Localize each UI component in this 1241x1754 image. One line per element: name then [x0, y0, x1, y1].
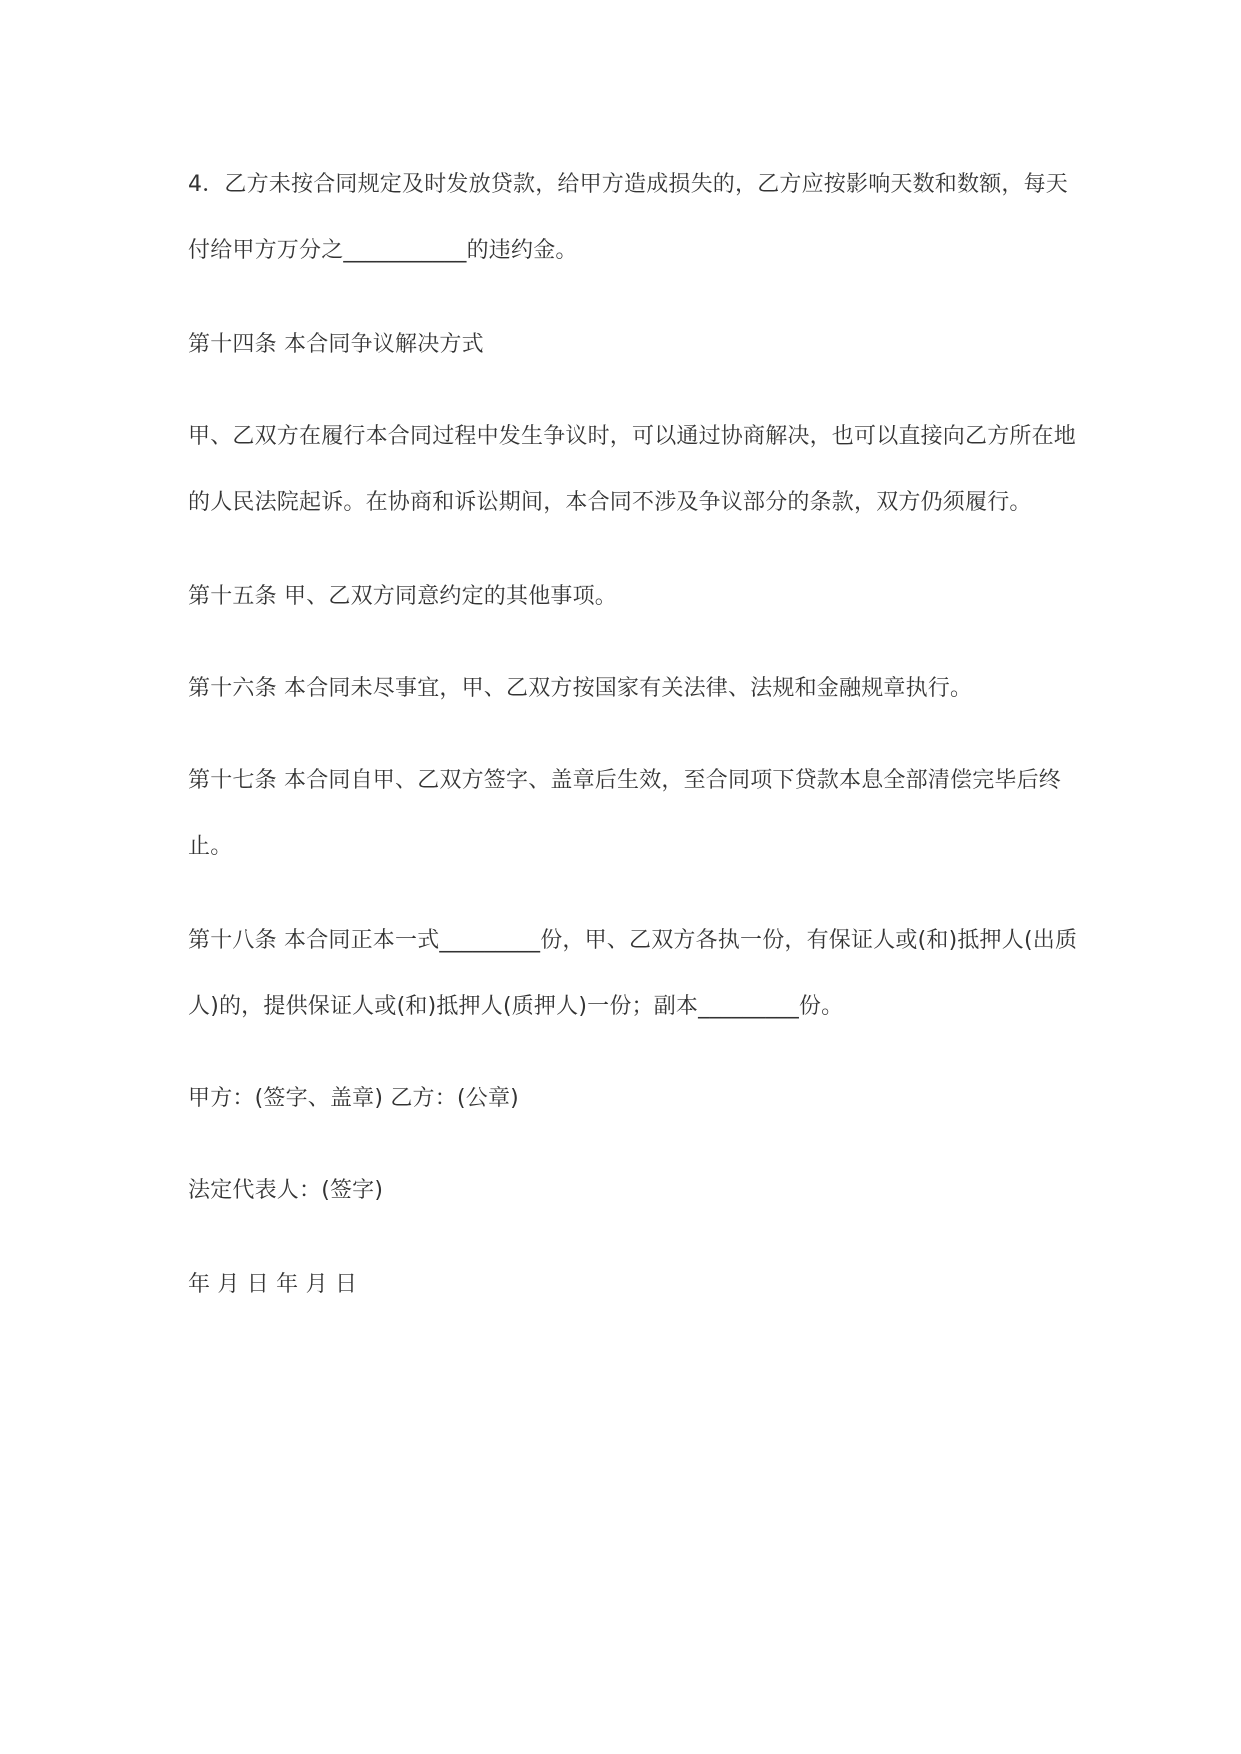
- clause-13-item-4-line-1: 4．乙方未按合同规定及时发放贷款，给甲方造成损失的，乙方应按影响天数和数额，每天: [188, 172, 1068, 197]
- legal-representative: 法定代表人：(签字): [188, 1178, 384, 1203]
- clause-13-item-4-line-2: 付给甲方万分之___________的违约金。: [188, 238, 578, 263]
- clause-17-line-1: 第十七条 本合同自甲、乙双方签字、盖章后生效，至合同项下贷款本息全部清偿完毕后终: [188, 768, 1061, 793]
- clause-14-heading: 第十四条 本合同争议解决方式: [188, 332, 484, 357]
- clause-17-line-2: 止。: [188, 834, 233, 859]
- clause-16: 第十六条 本合同未尽事宜，甲、乙双方按国家有关法律、法规和金融规章执行。: [188, 676, 973, 701]
- signature-dates: 年 月 日 年 月 日: [188, 1272, 358, 1297]
- clause-14-body-line-2: 的人民法院起诉。在协商和诉讼期间，本合同不涉及争议部分的条款，双方仍须履行。: [188, 490, 1032, 515]
- clause-18-line-1: 第十八条 本合同正本一式_________份，甲、乙双方各执一份，有保证人或(和)抵押人(出质: [188, 928, 1078, 953]
- clause-14-body-line-1: 甲、乙双方在履行本合同过程中发生争议时，可以通过协商解决，也可以直接向乙方所在地: [188, 424, 1077, 449]
- clause-15: 第十五条 甲、乙双方同意约定的其他事项。: [188, 584, 617, 609]
- signature-parties: 甲方：(签字、盖章) 乙方：(公章): [188, 1086, 519, 1111]
- clause-18-line-2: 人)的，提供保证人或(和)抵押人(质押人)一份；副本_________份。: [188, 994, 844, 1019]
